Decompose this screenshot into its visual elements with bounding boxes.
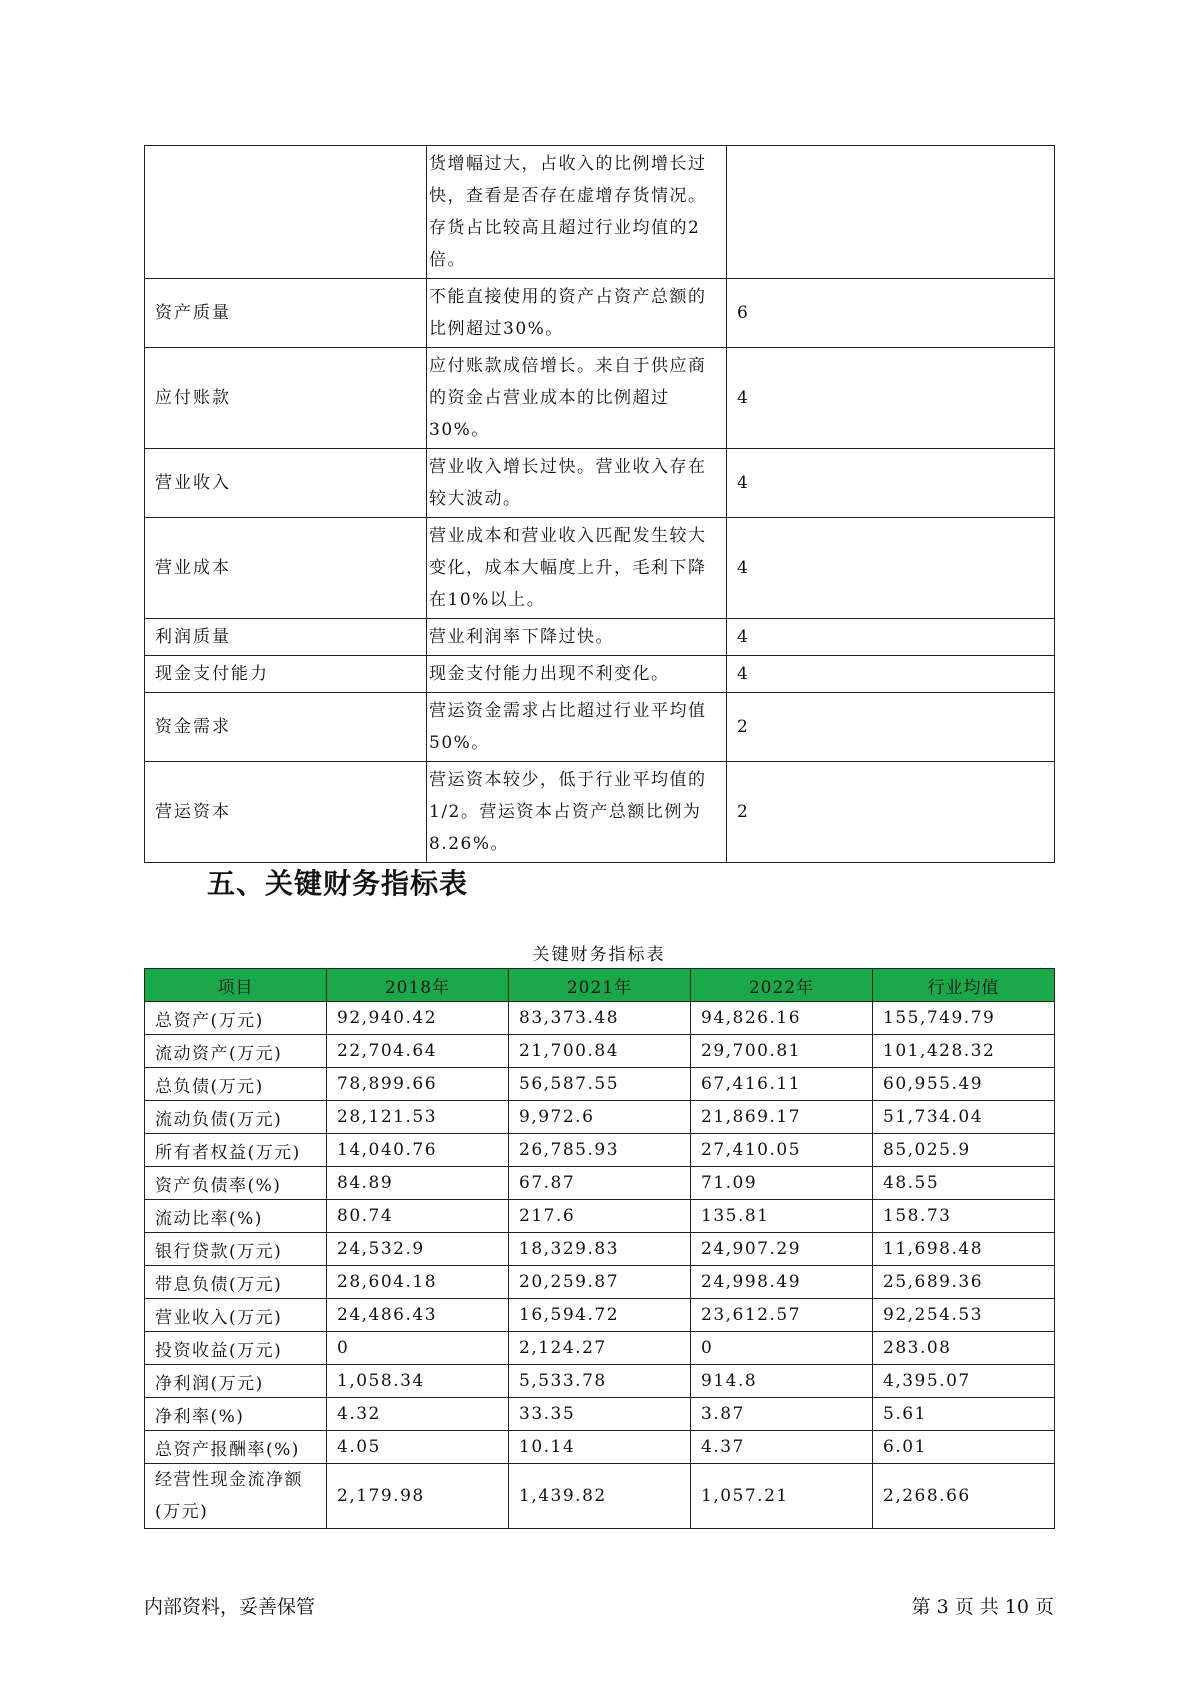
table-cell: 24,532.9 — [327, 1233, 509, 1266]
row-label: 流动负债(万元) — [145, 1101, 327, 1134]
table-cell: 158.73 — [873, 1200, 1055, 1233]
risk-score: 4 — [727, 348, 1055, 449]
table-row — [145, 1002, 1055, 1035]
table-cell: 9,972.6 — [509, 1101, 691, 1134]
row-label: 所有者权益(万元) — [145, 1134, 327, 1167]
table-cell: 80.74 — [327, 1200, 509, 1233]
risk-score — [727, 146, 1055, 279]
risk-item: 现金支付能力 — [145, 656, 427, 693]
table-cell: 0 — [327, 1332, 509, 1365]
table-row — [145, 1398, 1055, 1431]
table-cell: 18,329.83 — [509, 1233, 691, 1266]
table-cell: 2,268.66 — [873, 1464, 1055, 1529]
table-cell: 283.08 — [873, 1332, 1055, 1365]
row-label: 营业收入(万元) — [145, 1299, 327, 1332]
risk-score: 2 — [727, 762, 1055, 863]
table-cell: 5,533.78 — [509, 1365, 691, 1398]
risk-row — [145, 693, 1055, 762]
row-label: 净利率(%) — [145, 1398, 327, 1431]
risk-item: 营运资本 — [145, 762, 427, 863]
risk-description: 营业收入增长过快。营业收入存在较大波动。 — [427, 449, 727, 518]
risk-description: 货增幅过大，占收入的比例增长过快，查看是否存在虚增存货情况。存货占比较高且超过行业均值的2倍。 — [427, 146, 727, 279]
risk-row — [145, 619, 1055, 656]
table-cell: 3.87 — [691, 1398, 873, 1431]
table-cell: 25,689.36 — [873, 1266, 1055, 1299]
table-cell: 71.09 — [691, 1167, 873, 1200]
risk-description: 营运资本较少，低于行业平均值的1/2。营运资本占资产总额比例为8.26%。 — [427, 762, 727, 863]
table-cell: 217.6 — [509, 1200, 691, 1233]
row-label: 投资收益(万元) — [145, 1332, 327, 1365]
table-cell: 84.89 — [327, 1167, 509, 1200]
table-cell: 1,439.82 — [509, 1464, 691, 1529]
table-cell: 78,899.66 — [327, 1068, 509, 1101]
table-cell: 4,395.07 — [873, 1365, 1055, 1398]
table-row — [145, 1464, 1055, 1529]
footer-confidential-note: 内部资料，妥善保管 — [144, 1596, 316, 1618]
table-cell: 2,124.27 — [509, 1332, 691, 1365]
risk-row — [145, 449, 1055, 518]
table-cell: 24,486.43 — [327, 1299, 509, 1332]
table-body — [145, 1002, 1055, 1529]
risk-row — [145, 279, 1055, 348]
table-cell: 29,700.81 — [691, 1035, 873, 1068]
table-header-row — [145, 969, 1055, 1002]
table-cell: 0 — [691, 1332, 873, 1365]
row-label: 资产负债率(%) — [145, 1167, 327, 1200]
table-cell: 4.37 — [691, 1431, 873, 1464]
table-row — [145, 1200, 1055, 1233]
risk-item: 利润质量 — [145, 619, 427, 656]
risk-item: 营业成本 — [145, 518, 427, 619]
table-cell: 1,057.21 — [691, 1464, 873, 1529]
risk-description: 营业利润率下降过快。 — [427, 619, 727, 656]
table-cell: 28,604.18 — [327, 1266, 509, 1299]
table-cell: 24,998.49 — [691, 1266, 873, 1299]
risk-score: 4 — [727, 619, 1055, 656]
table-cell: 21,869.17 — [691, 1101, 873, 1134]
table-cell: 1,058.34 — [327, 1365, 509, 1398]
table-row — [145, 1068, 1055, 1101]
table-cell: 135.81 — [691, 1200, 873, 1233]
risk-score: 4 — [727, 656, 1055, 693]
table-cell: 155,749.79 — [873, 1002, 1055, 1035]
table-cell: 27,410.05 — [691, 1134, 873, 1167]
row-label: 流动比率(%) — [145, 1200, 327, 1233]
table-cell: 92,254.53 — [873, 1299, 1055, 1332]
table-row — [145, 1101, 1055, 1134]
table-cell: 60,955.49 — [873, 1068, 1055, 1101]
table-row — [145, 1332, 1055, 1365]
table-row — [145, 1134, 1055, 1167]
table-cell: 85,025.9 — [873, 1134, 1055, 1167]
row-label: 银行贷款(万元) — [145, 1233, 327, 1266]
table-row — [145, 1431, 1055, 1464]
risk-item: 应付账款 — [145, 348, 427, 449]
table-row — [145, 1266, 1055, 1299]
risk-description: 不能直接使用的资产占资产总额的比例超过30%。 — [427, 279, 727, 348]
risk-row — [145, 518, 1055, 619]
column-header: 2021年 — [509, 969, 691, 1002]
table-cell: 6.01 — [873, 1431, 1055, 1464]
key-financial-indicators-table — [144, 968, 1055, 1529]
row-label: 带息负债(万元) — [145, 1266, 327, 1299]
row-label: 流动资产(万元) — [145, 1035, 327, 1068]
table-cell: 4.32 — [327, 1398, 509, 1431]
section-heading: 五、关键财务指标表 — [207, 867, 469, 900]
table-cell: 33.35 — [509, 1398, 691, 1431]
table-cell: 67.87 — [509, 1167, 691, 1200]
risk-indicator-table — [144, 145, 1055, 863]
row-label: 净利润(万元) — [145, 1365, 327, 1398]
risk-description: 现金支付能力出现不利变化。 — [427, 656, 727, 693]
risk-item: 资金需求 — [145, 693, 427, 762]
table-cell: 56,587.55 — [509, 1068, 691, 1101]
table-row — [145, 1365, 1055, 1398]
row-label: 总资产报酬率(%) — [145, 1431, 327, 1464]
risk-row — [145, 348, 1055, 449]
risk-score: 6 — [727, 279, 1055, 348]
table-cell: 23,612.57 — [691, 1299, 873, 1332]
table-caption: 关键财务指标表 — [532, 945, 666, 965]
table-cell: 14,040.76 — [327, 1134, 509, 1167]
table-cell: 101,428.32 — [873, 1035, 1055, 1068]
risk-row — [145, 146, 1055, 279]
table-cell: 16,594.72 — [509, 1299, 691, 1332]
page-number: 第 3 页 共 10 页 — [911, 1596, 1054, 1618]
risk-score: 4 — [727, 518, 1055, 619]
risk-row — [145, 762, 1055, 863]
table-cell: 24,907.29 — [691, 1233, 873, 1266]
table-cell: 83,373.48 — [509, 1002, 691, 1035]
risk-score: 2 — [727, 693, 1055, 762]
table-cell: 26,785.93 — [509, 1134, 691, 1167]
table-row — [145, 1233, 1055, 1266]
table-cell: 21,700.84 — [509, 1035, 691, 1068]
table-cell: 92,940.42 — [327, 1002, 509, 1035]
table-cell: 22,704.64 — [327, 1035, 509, 1068]
row-label: 总负债(万元) — [145, 1068, 327, 1101]
table-cell: 20,259.87 — [509, 1266, 691, 1299]
table-cell: 2,179.98 — [327, 1464, 509, 1529]
risk-description: 应付账款成倍增长。来自于供应商的资金占营业成本的比例超过30%。 — [427, 348, 727, 449]
table-row — [145, 1299, 1055, 1332]
table-row — [145, 1167, 1055, 1200]
table-cell: 11,698.48 — [873, 1233, 1055, 1266]
risk-description: 营运资金需求占比超过行业平均值50%。 — [427, 693, 727, 762]
column-header: 2018年 — [327, 969, 509, 1002]
table-cell: 914.8 — [691, 1365, 873, 1398]
table-cell: 5.61 — [873, 1398, 1055, 1431]
table-cell: 67,416.11 — [691, 1068, 873, 1101]
table-cell: 94,826.16 — [691, 1002, 873, 1035]
table-row — [145, 1035, 1055, 1068]
risk-score: 4 — [727, 449, 1055, 518]
row-label: 总资产(万元) — [145, 1002, 327, 1035]
risk-item: 营业收入 — [145, 449, 427, 518]
table-cell: 28,121.53 — [327, 1101, 509, 1134]
table-cell: 48.55 — [873, 1167, 1055, 1200]
table-cell: 4.05 — [327, 1431, 509, 1464]
row-label: 经营性现金流净额(万元) — [145, 1464, 327, 1529]
column-header: 项目 — [145, 969, 327, 1002]
risk-description: 营业成本和营业收入匹配发生较大变化，成本大幅度上升，毛利下降在10%以上。 — [427, 518, 727, 619]
risk-row — [145, 656, 1055, 693]
column-header: 行业均值 — [873, 969, 1055, 1002]
table-cell: 51,734.04 — [873, 1101, 1055, 1134]
table-cell: 10.14 — [509, 1431, 691, 1464]
risk-item — [145, 146, 427, 279]
column-header: 2022年 — [691, 969, 873, 1002]
risk-item: 资产质量 — [145, 279, 427, 348]
